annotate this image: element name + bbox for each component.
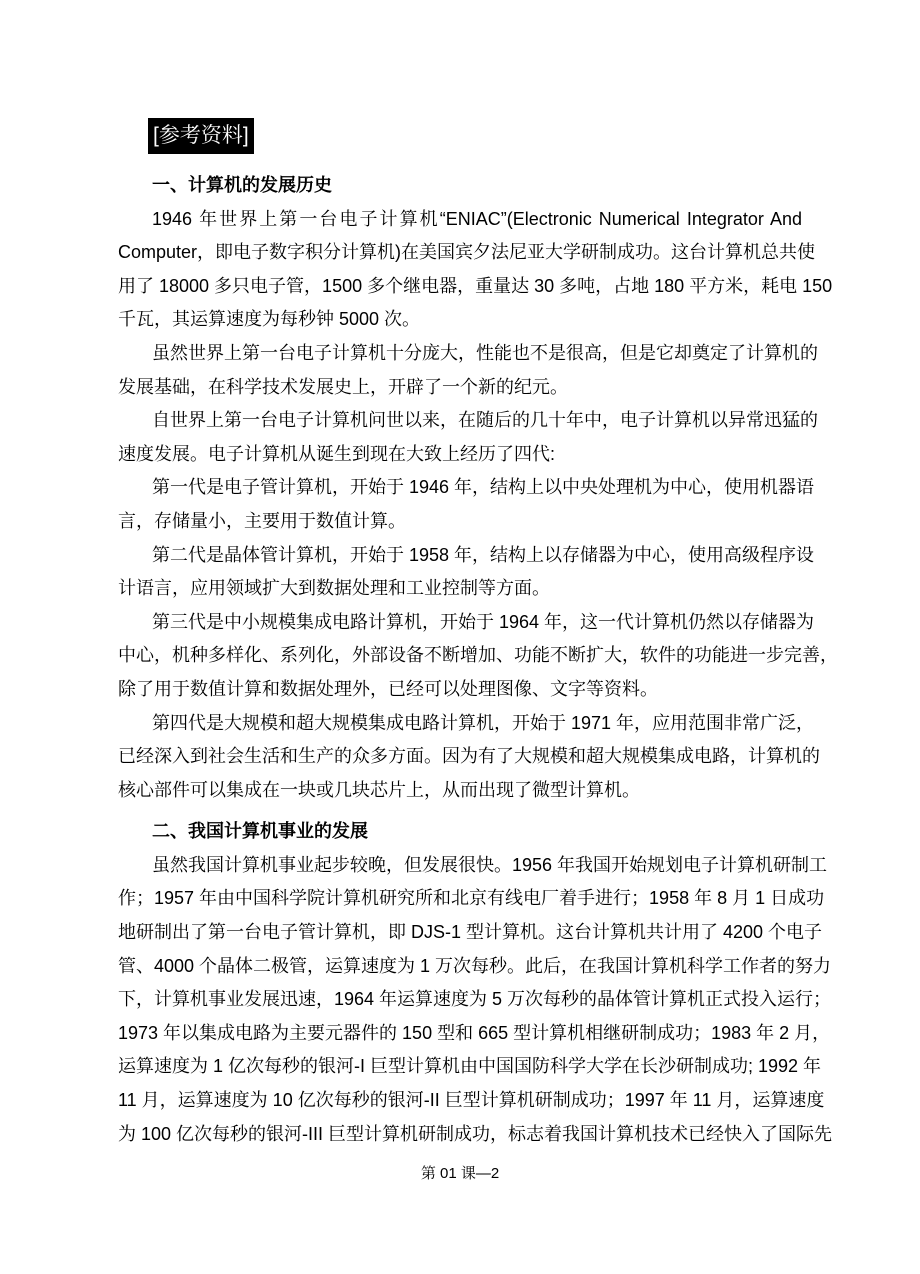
text-line: 虽然我国计算机事业起步较晚，但发展很快。1956 年我国开始规划电子计算机研制工 (152, 854, 828, 875)
text-line: 运算速度为 1 亿次每秒的银河-I 巨型计算机由中国国防科学大学在长沙研制成功; 1992 年 (118, 1056, 822, 1077)
section-heading: 二、我国计算机事业的发展 (152, 821, 368, 842)
text-line: 管、4000 个晶体二极管，运算速度为 1 万次每秒。此后，在我国计算机科学工作者的努力 (118, 955, 832, 976)
section (118, 815, 833, 1151)
paragraph (118, 606, 838, 707)
text-line: 第二代是晶体管计算机，开始于 1958 年，结构上以存储器为中心，使用高级程序设 (152, 544, 815, 565)
text-line: 为 100 亿次每秒的银河-III 巨型计算机研制成功，标志着我国计算机技术已经快入了国际先 (118, 1123, 833, 1144)
paragraph (118, 849, 833, 1151)
section-heading: 一、计算机的发展历史 (152, 175, 332, 195)
reference-material-tag: [参考资料] (148, 118, 254, 154)
text-line: 自世界上第一台电子计算机问世以来，在随后的几十年中，电子计算机以异常迅猛的 (152, 410, 818, 431)
text-line: 已经深入到社会生活和生产的众多方面。因为有了大规模和超大规模集成电路，计算机的 (118, 746, 820, 767)
text-line: 11 月，运算速度为 10 亿次每秒的银河-II 巨型计算机研制成功；1997 年 11 月，运算速度 (118, 1090, 825, 1111)
text-line: 发展基础，在科学技术发展史上，开辟了一个新的纪元。 (118, 376, 568, 397)
text-line: Computer，即电子数字积分计算机)在美国宾夕法尼亚大学研制成功。这台计算机总共使 (118, 242, 816, 263)
text-line: 1946 年世界上第一台电子计算机“ENIAC”(Electronic Numerical Integrator And (152, 208, 802, 229)
text-line: 作；1957 年由中国科学院计算机研究所和北京有线电厂着手进行；1958 年 8 月 1 日成功 (118, 888, 825, 909)
text-line: 核心部件可以集成在一块或几块芯片上，从而出现了微型计算机。 (118, 779, 640, 800)
page-footer: 第 01 课—2 (420, 1165, 500, 1182)
text-line: 计语言，应用领域扩大到数据处理和工业控制等方面。 (118, 578, 550, 599)
paragraph (118, 404, 818, 471)
text-line: 第三代是中小规模集成电路计算机，开始于 1964 年，这一代计算机仍然以存储器为 (152, 611, 815, 632)
text-line: 地研制出了第一台电子管计算机，即 DJS-1 型计算机。这台计算机共计用了 4200 个电子 (118, 922, 823, 943)
section (118, 169, 838, 807)
paragraph (118, 471, 815, 538)
text-line: 下，计算机事业发展迅速，1964 年运算速度为 5 万次每秒的晶体管计算机正式投入运行； (118, 989, 832, 1010)
text-line: 虽然世界上第一台电子计算机十分庞大，性能也不是很高，但是它却奠定了计算机的 (152, 342, 818, 363)
text-line: 除了用于数值计算和数据处理外，已经可以处理图像、文字等资料。 (118, 678, 658, 699)
text-line: 速度发展。电子计算机从诞生到现在大致上经历了四代: (118, 443, 555, 464)
paragraph (118, 203, 833, 337)
text-line: 言，存储量小，主要用于数值计算。 (118, 510, 406, 531)
paragraph (118, 539, 815, 606)
text-line: 第四代是大规模和超大规模集成电路计算机，开始于 1971 年，应用范围非常广泛， (152, 712, 815, 733)
paragraph (118, 707, 820, 808)
text-line: 第一代是电子管计算机，开始于 1946 年，结构上以中央处理机为中心，使用机器语 (152, 477, 815, 498)
text-line: 中心，机种多样化、系列化，外部设备不断增加、功能不断扩大，软件的功能进一步完善， (118, 645, 838, 666)
document-body (118, 169, 838, 1159)
paragraph (118, 337, 818, 404)
text-line: 用了 18000 多只电子管，1500 多个继电器，重量达 30 多吨，占地 180 平方米，耗电 150 (118, 275, 833, 296)
text-line: 1973 年以集成电路为主要元器件的 150 型和 665 型计算机相继研制成功；1983 年 2 月， (118, 1022, 831, 1043)
text-line: 千瓦，其运算速度为每秒钟 5000 次。 (118, 309, 421, 330)
